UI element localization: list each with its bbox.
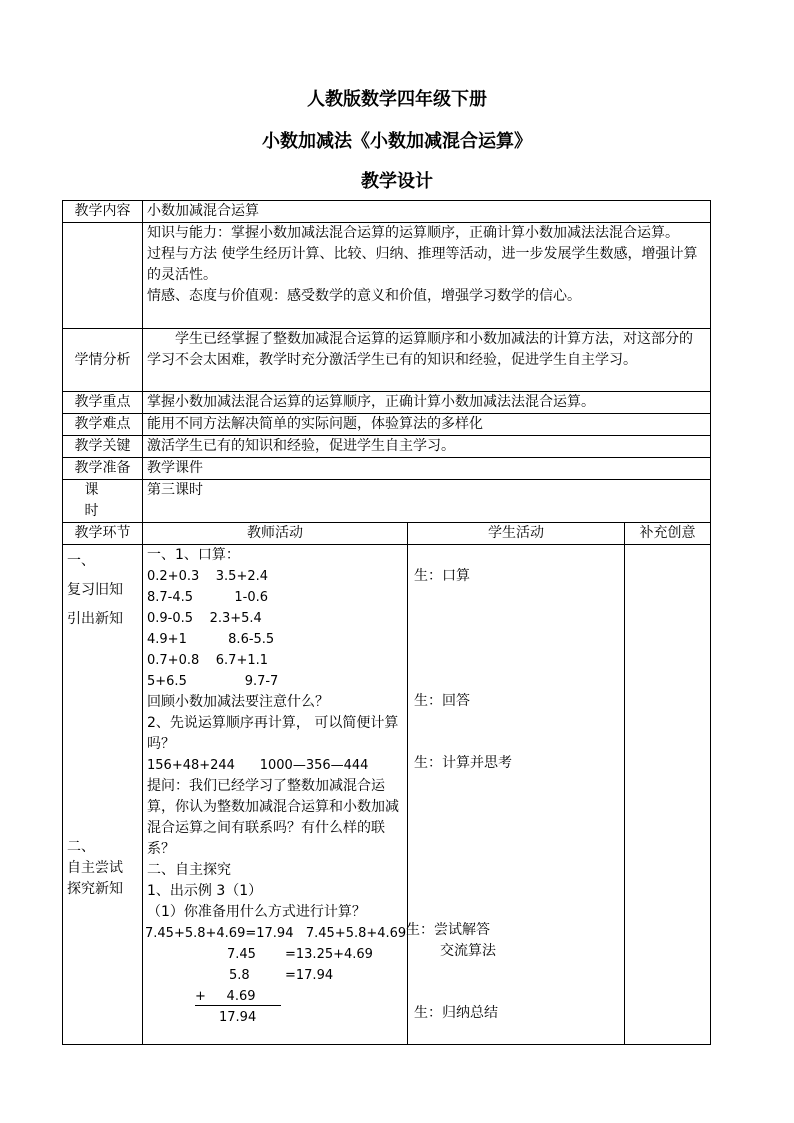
row-key-point xyxy=(63,392,711,414)
vertical-sum: 17.94 xyxy=(219,1010,257,1025)
teacher-oral-title: 一、1、口算： xyxy=(147,547,240,563)
value-goals xyxy=(143,223,711,329)
row-activities xyxy=(63,545,711,1045)
header-extra: 补充创意 xyxy=(625,523,711,545)
oral-row-5: 0.7+0.8 6.7+1.1 xyxy=(147,653,269,668)
vertical-addend-3: + 4.69 xyxy=(195,989,256,1004)
goal-process: 过程与方法 使学生经历计算、比较、归纳、推理等活动，进一步发展学生数感，增强计算的灵活性。 xyxy=(147,246,698,283)
goal-knowledge: 知识与能力：掌握小数加减法混合运算的运算顺序，正确计算小数加减法法混合运算。 xyxy=(147,225,679,241)
method-question: （1）你准备用什么方式进行计算？ xyxy=(147,904,366,920)
stage-cell xyxy=(63,545,143,1045)
goal-attitude: 情感、态度与价值观：感受数学的意义和价值，增强学习数学的信心。 xyxy=(147,288,581,304)
value-key-point: 掌握小数加减法混合运算的运算顺序，正确计算小数加减法法混合运算。 xyxy=(143,392,711,414)
oral-row-6: 5+6.5 9.7-7 xyxy=(147,674,279,689)
value-period: 第三课时 xyxy=(143,480,711,523)
student-answer: 生：回答 xyxy=(414,693,470,709)
stage1-title-a: 复习旧知 xyxy=(67,582,123,598)
value-difficulty: 能用不同方法解决简单的实际问题，体验算法的多样化 xyxy=(143,414,711,436)
value-content: 小数加减混合运算 xyxy=(143,201,711,223)
row-activity-headers xyxy=(63,523,711,545)
oral-row-3: 0.9-0.5 2.3+5.4 xyxy=(147,611,262,626)
label-key: 教学关键 xyxy=(63,436,143,458)
teacher-connection-question: 提问：我们已经学习了整数加减混合运算，你认为整数加减混合运算和小数加减混合运算之间有联系吗？有什么样的联系？ xyxy=(147,778,399,857)
label-difficulty: 教学难点 xyxy=(63,414,143,436)
step-result-2: =17.94 xyxy=(285,968,334,983)
header-stage: 教学环节 xyxy=(63,523,143,545)
vertical-addend-1: 7.45 xyxy=(227,947,256,962)
student-activity-cell xyxy=(408,545,625,1045)
header-teacher: 教师活动 xyxy=(143,523,408,545)
oral-row-2: 8.7-4.5 1-0.6 xyxy=(147,590,268,605)
stage1-number: 一、 xyxy=(67,553,95,569)
value-analysis: 学生已经掌握了整数加减混合运算的运算顺序和小数加减法的计算方法，对这部分的学习不会太困难，教学时充分激活学生已有的知识和经验，促进学生自主学习。 xyxy=(143,329,711,392)
document-type-heading: 教学设计 xyxy=(361,171,433,192)
row-content xyxy=(63,201,711,223)
student-calc: 生：计算并思考 xyxy=(414,755,512,771)
oral-row-4: 4.9+1 8.6-5.5 xyxy=(147,632,275,647)
example-heading: 1、出示例 3（1） xyxy=(147,883,263,899)
vertical-sum-line xyxy=(195,1005,281,1006)
student-try: 生：尝试解答 xyxy=(406,922,490,938)
value-key: 激活学生已有的知识和经验，促进学生自主学习。 xyxy=(143,436,711,458)
row-analysis xyxy=(63,329,711,392)
label-analysis: 学情分析 xyxy=(63,329,143,392)
student-summarize: 生：归纳总结 xyxy=(414,1005,498,1021)
document-title: 人教版数学四年级下册 xyxy=(307,89,487,110)
label-goals xyxy=(63,223,143,329)
vertical-addend-2: 5.8 xyxy=(229,968,250,983)
order-expressions: 156+48+244 1000—356—444 xyxy=(147,758,369,773)
student-exchange: 交流算法 xyxy=(440,943,496,959)
row-period xyxy=(63,480,711,523)
stage2-title-b: 探究新知 xyxy=(67,881,123,897)
explore-heading: 二、自主探究 xyxy=(147,862,231,878)
stage2-title-a: 自主尝试 xyxy=(67,860,123,876)
stage1-title-b: 引出新知 xyxy=(67,611,123,627)
teacher-activity-cell xyxy=(143,545,408,1045)
label-content: 教学内容 xyxy=(63,201,143,223)
teacher-review-question: 回顾小数加减法要注意什么？ xyxy=(147,694,329,710)
stage2-number: 二、 xyxy=(67,839,95,855)
header-student: 学生活动 xyxy=(408,523,625,545)
label-period: 课 时 xyxy=(63,480,143,523)
document-subtitle: 小数加减法《小数加减混合运算》 xyxy=(262,131,532,152)
extra-creative-cell xyxy=(625,545,711,1045)
label-prep: 教学准备 xyxy=(63,458,143,480)
row-key xyxy=(63,436,711,458)
student-oral: 生：口算 xyxy=(414,568,470,584)
value-prep: 教学课件 xyxy=(143,458,711,480)
label-key-point: 教学重点 xyxy=(63,392,143,414)
example-equation: 7.45+5.8+4.69=17.94 7.45+5.8+4.69 xyxy=(145,926,407,941)
vertical-calculation xyxy=(147,944,403,1028)
row-goals xyxy=(63,223,711,329)
teacher-order-question: 2、先说运算顺序再计算， 可以简便计算吗？ xyxy=(147,715,399,752)
step-result-1: =13.25+4.69 xyxy=(285,947,373,962)
row-difficulty xyxy=(63,414,711,436)
lesson-plan-table xyxy=(62,200,711,1045)
row-prep xyxy=(63,458,711,480)
oral-row-1: 0.2+0.3 3.5+2.4 xyxy=(147,569,269,584)
